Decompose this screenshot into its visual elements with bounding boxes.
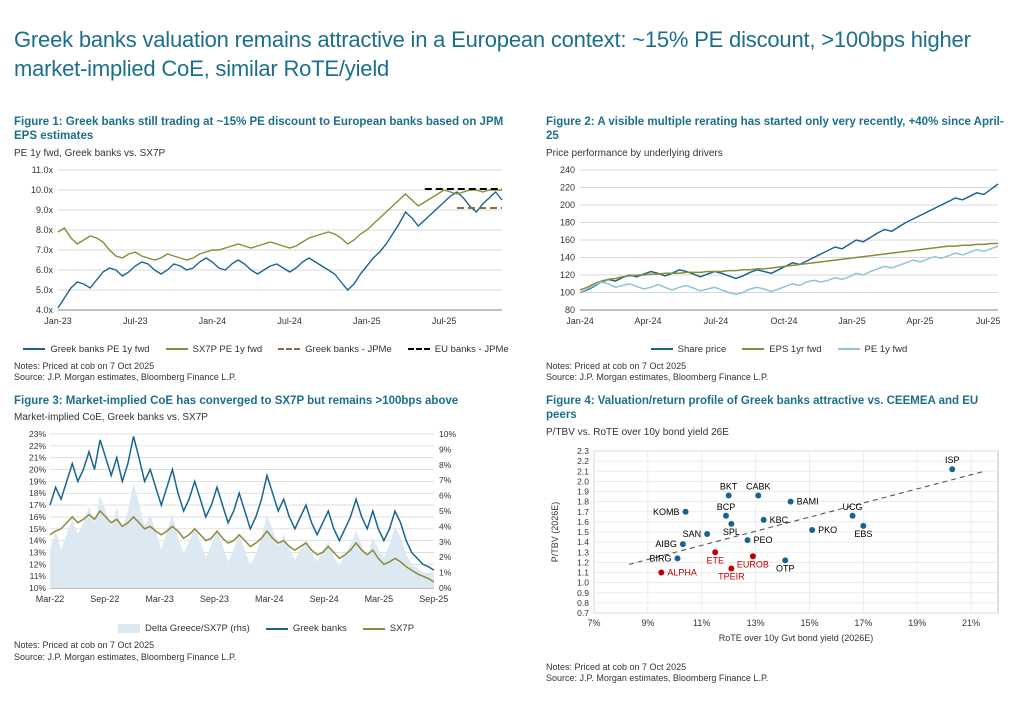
scatter-point-label: PEO: [753, 534, 773, 545]
y-tick-label: 200: [559, 199, 575, 210]
y-tick-label-right: 10%: [439, 429, 457, 440]
y-tick-label-right: 8%: [439, 460, 452, 471]
y-tick-label-right: 0%: [439, 583, 452, 594]
y-tick-label: 8.0x: [35, 224, 53, 235]
y-tick-label-left: 17%: [28, 500, 46, 511]
scatter-point-label: ALPHA: [667, 567, 697, 578]
legend-item: [651, 344, 727, 355]
scatter-point-label: KBC: [769, 514, 789, 525]
x-axis-title: RoTE over 10y Gvt bond yield (2026E): [718, 632, 874, 643]
legend-swatch-line: [363, 628, 385, 630]
figure-2-notes-line1: Notes: Priced at cob on 7 Oct 2025: [546, 360, 687, 371]
legend-label: Greek banks: [292, 623, 347, 635]
legend-label: SX7P PE 1y fwd: [192, 343, 263, 355]
figure-4-panel: [532, 384, 1026, 685]
y-tick-label-left: 11%: [29, 571, 46, 582]
scatter-point-label: ETE: [706, 554, 724, 565]
scatter-point-label: KOMB: [653, 506, 680, 517]
figure-2-subtitle: Price performance by underlying drivers: [546, 147, 723, 159]
figure-2-notes-line2: Source: J.P. Morgan estimates, Bloomberg Finance L.P.: [546, 372, 769, 383]
legend-swatch-line: [742, 348, 764, 350]
y-tick-label-left: 13%: [28, 547, 46, 558]
scatter-point-label: BIRG: [649, 553, 672, 564]
legend-label: Delta Greece/SX7P (rhs): [144, 623, 250, 635]
series-line: [580, 184, 998, 293]
legend-swatch-line: [651, 348, 673, 350]
legend-item: [266, 623, 347, 634]
figure-3-notes-line2: Source: J.P. Morgan estimates, Bloomberg Finance L.P.: [14, 652, 237, 663]
scatter-point: [745, 537, 751, 543]
scatter-point-label: PKO: [818, 524, 838, 535]
y-tick-label: 120: [559, 269, 575, 280]
figure-1-title: Figure 1: Greek banks still trading at ~15% PE discount to European banks based on JPM EPS estimates: [14, 115, 504, 143]
y-tick-label-left: 10%: [28, 583, 46, 594]
y-tick-label: 2.3: [577, 445, 589, 456]
figure-4-svg: [546, 441, 1012, 656]
y-tick-label: 1.5: [577, 526, 589, 537]
x-tick-label: 7%: [587, 617, 601, 628]
x-tick-label: Jan-25: [353, 315, 381, 326]
scatter-point-label: AIBG: [655, 538, 677, 549]
x-tick-label: 19%: [908, 617, 927, 628]
legend-label: SX7P: [389, 623, 415, 635]
figure-2-chart: [546, 162, 1012, 342]
figure-1-notes-line1: Notes: Priced at cob on 7 Oct 2025: [14, 360, 155, 371]
y-tick-label-right: 3%: [439, 537, 452, 548]
y-tick-label-left: 18%: [28, 488, 46, 499]
figure-3-title: Figure 3: Market-implied CoE has converged to SX7P but remains >100bps above: [14, 394, 459, 407]
y-tick-label: 220: [559, 182, 575, 193]
legend-item: [118, 623, 250, 634]
x-tick-label: Jul-23: [122, 315, 148, 326]
figure-1-subtitle: PE 1y fwd, Greek banks vs. SX7P: [14, 147, 166, 159]
page-title: Greek banks valuation remains attractive in a European context: ~15% PE discount, >100bps higher market-implied CoE, similar RoTE/yield: [14, 26, 971, 82]
figure-4-chart: [546, 441, 1012, 656]
y-tick-label: 100: [559, 287, 575, 298]
y-tick-label: 10.0x: [30, 184, 53, 195]
legend-swatch-line: [408, 348, 430, 350]
y-tick-label-left: 15%: [28, 524, 46, 535]
y-tick-label: 1.1: [577, 567, 589, 578]
y-tick-label: 1.7: [577, 506, 589, 517]
legend-swatch-line: [838, 348, 860, 350]
scatter-point: [850, 513, 856, 519]
y-tick-label: 9.0x: [35, 204, 53, 215]
figure-grid: [0, 99, 1026, 685]
figure-1-legend: [14, 344, 518, 355]
legend-label: EPS 1yr fwd: [769, 343, 822, 355]
y-tick-label: 2.0: [577, 476, 589, 487]
legend-item: [742, 344, 821, 355]
y-tick-label: 1.8: [577, 496, 589, 507]
figure-3-legend: [14, 623, 518, 634]
y-tick-label-right: 7%: [439, 475, 452, 486]
y-tick-label: 5.0x: [35, 284, 53, 295]
y-tick-label: 6.0x: [35, 264, 53, 275]
x-tick-label: 13%: [746, 617, 765, 628]
legend-swatch-area: [118, 624, 140, 633]
scatter-point: [704, 531, 710, 537]
figure-4-subtitle: P/TBV vs. RoTE over 10y bond yield 26E: [546, 426, 729, 438]
y-tick-label-left: 19%: [28, 476, 46, 487]
x-tick-label: Sep-22: [90, 594, 120, 605]
legend-label: Greek banks - JPMe: [305, 343, 392, 355]
figure-1-notes-line2: Source: J.P. Morgan estimates, Bloomberg Finance L.P.: [14, 372, 237, 383]
figure-1-svg: [14, 162, 514, 342]
y-tick-label: 0.8: [577, 597, 589, 608]
scatter-point-label: BAMI: [796, 496, 819, 507]
x-tick-label: Apr-24: [634, 315, 662, 326]
scatter-point: [755, 492, 761, 498]
x-tick-label: Oct-24: [770, 315, 798, 326]
y-tick-label: 1.3: [577, 546, 589, 557]
y-tick-label-right: 2%: [439, 552, 452, 563]
figure-1-panel: [0, 105, 532, 384]
y-tick-label-right: 1%: [439, 567, 452, 578]
y-tick-label: 1.4: [577, 536, 589, 547]
scatter-point-label: UCG: [842, 501, 863, 512]
x-tick-label: Mar-25: [364, 594, 394, 605]
y-tick-label-left: 12%: [28, 559, 46, 570]
legend-label: Share price: [677, 343, 727, 355]
scatter-point-label: EBS: [854, 528, 873, 539]
scatter-point-label: BKT: [719, 481, 738, 492]
x-tick-label: 11%: [693, 617, 711, 628]
x-tick-label: Mar-22: [35, 594, 65, 605]
y-tick-label: 2.1: [577, 465, 589, 476]
figure-3-notes: [14, 640, 518, 663]
legend-swatch-line: [266, 628, 288, 630]
x-tick-label: Jul-25: [431, 315, 457, 326]
scatter-point: [809, 527, 815, 533]
legend-label: EU banks - JPMe: [434, 343, 509, 355]
legend-label: PE 1y fwd: [864, 343, 908, 355]
x-tick-label: Jan-24: [198, 315, 227, 326]
series-line: [580, 246, 998, 294]
x-tick-label: Mar-23: [145, 594, 174, 605]
figure-1-notes: [14, 361, 518, 384]
y-tick-label: 1.2: [577, 557, 589, 568]
x-tick-label: Jan-23: [44, 315, 72, 326]
x-tick-label: 15%: [800, 617, 819, 628]
legend-item: [166, 344, 263, 355]
scatter-point: [723, 513, 729, 519]
scatter-point: [658, 569, 664, 575]
y-tick-label-right: 9%: [439, 444, 452, 455]
series-line: [580, 243, 998, 289]
figure-2-title: Figure 2: A visible multiple rerating has started only very recently, +40% since April-25: [546, 115, 1004, 143]
y-tick-label-left: 21%: [28, 453, 46, 464]
x-tick-label: Sep-24: [309, 594, 339, 605]
y-tick-label: 1.6: [577, 516, 589, 527]
x-tick-label: Jan-24: [566, 315, 594, 326]
figure-3-subtitle: Market-implied CoE, Greek banks vs. SX7P: [14, 412, 208, 424]
x-tick-label: Jul-25: [975, 315, 1001, 326]
figure-2-panel: [532, 105, 1026, 384]
y-tick-label: 240: [559, 164, 575, 175]
y-tick-label: 0.9: [577, 587, 589, 598]
figure-3-svg: [14, 426, 514, 621]
y-tick-label: 11.0x: [31, 164, 53, 175]
y-tick-label-left: 23%: [28, 429, 46, 440]
figure-4-notes-line2: Source: J.P. Morgan estimates, Bloomberg Finance L.P.: [546, 673, 769, 684]
y-tick-label-left: 20%: [28, 464, 46, 475]
y-tick-label: 180: [559, 217, 575, 228]
legend-label: Greek banks PE 1y fwd: [50, 343, 150, 355]
scatter-point-label: SPL: [722, 526, 740, 537]
legend-item: [278, 344, 392, 355]
x-tick-label: Mar-24: [255, 594, 284, 605]
scatter-point: [761, 517, 767, 523]
x-tick-label: Apr-25: [906, 315, 934, 326]
figure-3-panel: [0, 384, 532, 685]
y-tick-label: 7.0x: [35, 244, 53, 255]
y-tick-label-left: 16%: [28, 512, 46, 523]
scatter-point-label: ISP: [944, 454, 960, 465]
y-tick-label: 160: [559, 234, 575, 245]
y-tick-label: 1.9: [577, 486, 589, 497]
y-tick-label: 140: [559, 252, 575, 263]
scatter-point-label: SAN: [682, 528, 702, 539]
figure-4-notes-line1: Notes: Priced at cob on 7 Oct 2025: [546, 661, 687, 672]
legend-swatch-line: [278, 348, 300, 350]
scatter-point-label: TPEIR: [718, 571, 745, 582]
legend-swatch-line: [23, 348, 45, 350]
scatter-point-label: BCP: [716, 501, 736, 512]
series-area: [50, 484, 434, 589]
y-tick-label: 80: [564, 304, 575, 315]
figure-2-svg: [546, 162, 1012, 342]
y-tick-label-right: 5%: [439, 506, 452, 517]
legend-swatch-line: [166, 348, 188, 350]
legend-item: [838, 344, 908, 355]
y-tick-label-right: 4%: [439, 521, 452, 532]
y-axis-title: P/TBV (2026E): [550, 501, 560, 562]
x-tick-label: Jan-25: [838, 315, 866, 326]
figure-2-notes: [546, 361, 1012, 384]
legend-item: [23, 344, 149, 355]
y-tick-label: 0.7: [577, 607, 589, 618]
scatter-point: [949, 466, 955, 472]
legend-item: [363, 623, 414, 634]
x-tick-label: Sep-25: [419, 594, 449, 605]
x-tick-label: Jul-24: [277, 315, 302, 326]
scatter-point: [680, 541, 686, 547]
figure-4-notes: [546, 662, 1012, 685]
y-tick-label: 4.0x: [35, 304, 53, 315]
x-tick-label: 17%: [854, 617, 873, 628]
figure-3-chart: [14, 426, 518, 621]
y-tick-label-left: 14%: [28, 535, 46, 546]
scatter-point-label: CABK: [746, 481, 771, 492]
scatter-point-label: EUROB: [736, 559, 769, 570]
x-tick-label: 9%: [641, 617, 655, 628]
scatter-point: [683, 508, 689, 514]
scatter-point: [674, 555, 680, 561]
y-tick-label-left: 22%: [28, 441, 46, 452]
y-tick-label: 2.2: [577, 455, 589, 466]
scatter-point: [726, 492, 732, 498]
figure-2-legend: [546, 344, 1012, 355]
y-tick-label: 1.0: [577, 577, 589, 588]
figure-3-notes-line1: Notes: Priced at cob on 7 Oct 2025: [14, 640, 155, 651]
scatter-point: [788, 498, 794, 504]
x-tick-label: Jul-24: [703, 315, 729, 326]
y-tick-label-right: 6%: [439, 490, 452, 501]
x-tick-label: Sep-23: [199, 594, 229, 605]
legend-item: [408, 344, 509, 355]
scatter-point-label: OTP: [775, 563, 795, 574]
x-tick-label: 21%: [962, 617, 981, 628]
figure-1-chart: [14, 162, 518, 342]
figure-4-title: Figure 4: Valuation/return profile of Greek banks attractive vs. CEEMEA and EU peers: [546, 394, 979, 422]
